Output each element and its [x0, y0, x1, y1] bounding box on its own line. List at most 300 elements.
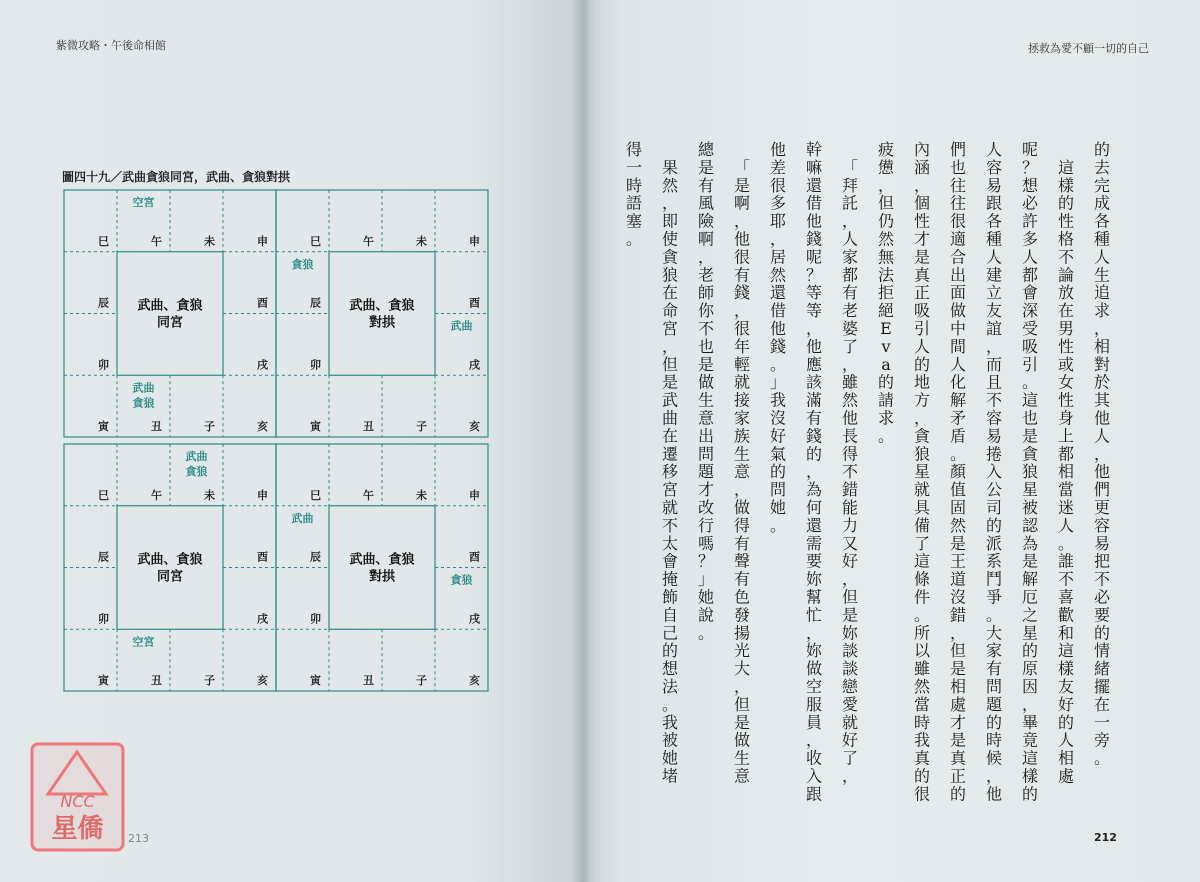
- text-column: [806, 140, 823, 803]
- text-char: 這: [1057, 157, 1075, 177]
- text-char: 「: [733, 157, 751, 177]
- text-char: 憊: [877, 157, 895, 177]
- text-char: 是: [913, 247, 931, 267]
- text-char: 說: [697, 605, 715, 625]
- text-char: 就: [733, 372, 751, 392]
- text-char: 許: [1021, 211, 1039, 231]
- text-char: 做: [805, 659, 823, 679]
- palace-label-hai: 亥: [257, 674, 268, 687]
- text-char: 生: [733, 748, 751, 768]
- text-char: 。: [661, 694, 679, 714]
- text-char: 了: [841, 748, 859, 768]
- text-char: 法: [877, 265, 895, 285]
- text-char: 一: [1093, 712, 1111, 732]
- star-label: 貪狼: [450, 573, 473, 587]
- text-char: 真: [913, 748, 931, 768]
- text-char: 候: [985, 748, 1003, 768]
- text-char: 的: [1093, 140, 1111, 159]
- text-char: 竟: [1021, 730, 1039, 750]
- text-char: 因: [1021, 677, 1039, 696]
- left-running-header: 紫微攻略・午後命相館: [56, 39, 166, 52]
- text-char: 地: [913, 372, 931, 392]
- star-label: 貪狼: [291, 257, 314, 271]
- text-char: 想: [661, 659, 679, 679]
- text-char: 生: [697, 390, 715, 410]
- text-char: 等: [805, 301, 823, 321]
- text-char: 是: [949, 659, 967, 679]
- text-char: 題: [985, 694, 1003, 714]
- text-char: 喜: [1057, 587, 1075, 607]
- text-char: 是: [1021, 426, 1039, 446]
- text-char: 還: [769, 283, 787, 303]
- text-char: 出: [949, 265, 967, 285]
- palace-label-si: 巳: [310, 488, 321, 502]
- palace-label-mao: 卯: [310, 358, 321, 372]
- palace-label-mao: 卯: [98, 612, 109, 626]
- text-char: 他: [805, 211, 823, 231]
- palace-label-yin: 寅: [310, 420, 321, 433]
- text-column: [662, 158, 679, 786]
- text-char: 他: [733, 229, 751, 249]
- text-char: 錢: [769, 336, 787, 356]
- text-char: 然: [841, 390, 859, 410]
- palace-label-wu: 午: [363, 488, 374, 502]
- text-char: 的: [913, 354, 931, 374]
- text-char: ，: [841, 766, 859, 786]
- palace-label-chou: 丑: [151, 674, 162, 687]
- text-char: ，: [913, 408, 931, 428]
- stamp-xingqiao-text: 星僑: [51, 814, 104, 844]
- text-char: 方: [913, 390, 931, 410]
- text-char: ？: [805, 265, 823, 285]
- text-char: 妳: [805, 641, 823, 661]
- text-char: 居: [769, 247, 787, 267]
- text-char: a: [881, 354, 891, 374]
- text-char: 的: [1057, 193, 1075, 213]
- text-char: 然: [877, 229, 895, 249]
- text-char: 司: [985, 498, 1003, 517]
- text-char: 時: [625, 175, 643, 195]
- palace-label-mao: 卯: [310, 612, 321, 626]
- chart-center-label: 武曲、貪狼: [137, 552, 203, 568]
- text-char: 人: [1093, 247, 1111, 267]
- palace-label-you: 酉: [257, 550, 268, 564]
- text-char: 對: [1093, 354, 1111, 374]
- text-char: 請: [877, 390, 895, 410]
- text-char: 在: [1057, 301, 1075, 321]
- text-char: 法: [661, 677, 679, 696]
- palace-label-you: 酉: [469, 550, 480, 564]
- text-char: 為: [805, 480, 823, 500]
- text-char: 收: [805, 748, 823, 768]
- text-char: 人: [1057, 730, 1075, 750]
- text-char: 但: [661, 354, 679, 374]
- text-char: ，: [661, 336, 679, 356]
- text-char: 光: [733, 641, 751, 661]
- text-char: 我: [661, 712, 679, 732]
- text-char: 狼: [1021, 462, 1039, 482]
- text-char: 錢: [733, 283, 751, 303]
- text-char: 處: [949, 694, 967, 714]
- text-char: 出: [697, 426, 715, 446]
- text-char: 當: [913, 694, 931, 714]
- text-char: 師: [697, 283, 715, 303]
- palace-label-chou: 丑: [363, 420, 374, 433]
- palace-label-wu: 午: [151, 488, 162, 502]
- text-char: 跟: [985, 193, 1003, 213]
- text-char: 做: [697, 372, 715, 392]
- text-char: 做: [733, 730, 751, 750]
- text-char: 樣: [1057, 175, 1075, 195]
- text-char: 合: [949, 247, 967, 267]
- text-char: 命: [661, 301, 679, 321]
- palace-label-zi: 子: [416, 420, 427, 433]
- text-char: 有: [697, 175, 715, 195]
- text-char: 是: [1021, 551, 1039, 571]
- text-char: 在: [661, 426, 679, 446]
- text-char: 何: [805, 498, 823, 517]
- figure-title: 圖四十九／武曲貪狼同宮，武曲、貪狼對拱: [62, 170, 291, 184]
- text-char: ，: [733, 480, 751, 500]
- text-char: 託: [841, 193, 859, 213]
- text-char: 是: [949, 730, 967, 750]
- text-char: 宮: [661, 319, 679, 338]
- text-char: 性: [1057, 211, 1075, 231]
- text-char: 錢: [805, 426, 823, 446]
- text-char: 然: [661, 175, 679, 195]
- text-char: 堵: [661, 766, 679, 786]
- text-char: 正: [949, 766, 967, 786]
- text-char: 然: [949, 515, 967, 535]
- text-char: 中: [949, 319, 967, 338]
- text-char: 啊: [733, 193, 751, 213]
- text-char: 上: [1057, 426, 1075, 446]
- text-char: 意: [733, 462, 751, 482]
- chart-center-label: 武曲、貪狼: [349, 298, 415, 314]
- text-char: 了: [913, 533, 931, 553]
- text-char: 婆: [841, 319, 859, 338]
- text-char: 入: [985, 462, 1003, 482]
- text-char: ，: [1021, 694, 1039, 714]
- text-char: 就: [841, 712, 859, 732]
- text-char: 引: [913, 319, 931, 338]
- palace-label-chen: 辰: [310, 550, 321, 564]
- text-char: 好: [769, 426, 787, 446]
- text-char: 真: [913, 265, 931, 285]
- text-char: 錢: [805, 229, 823, 249]
- left-page-number: 213: [128, 832, 149, 845]
- palace-label-yin: 寅: [98, 674, 109, 687]
- text-char: 狼: [913, 444, 931, 464]
- text-char: 嗎: [697, 533, 715, 553]
- chart-center-label: 同宮: [156, 569, 184, 585]
- text-char: 各: [1093, 211, 1111, 231]
- text-char: 愛: [841, 694, 859, 714]
- text-char: 間: [949, 336, 967, 356]
- palace-label-shen: 申: [469, 488, 480, 502]
- text-char: 仍: [877, 211, 895, 231]
- text-char: 塞: [625, 211, 643, 231]
- text-char: 他: [805, 336, 823, 356]
- text-char: 適: [949, 229, 967, 249]
- text-char: 然: [769, 265, 787, 285]
- palace-label-xu: 戌: [469, 358, 480, 372]
- text-char: 都: [1021, 265, 1039, 285]
- text-char: 容: [985, 157, 1003, 177]
- text-char: ，: [841, 569, 859, 589]
- text-char: 力: [841, 515, 859, 535]
- text-char: 險: [697, 211, 715, 231]
- text-char: 得: [733, 515, 751, 535]
- text-char: ，: [733, 677, 751, 696]
- text-char: 其: [1093, 390, 1111, 410]
- text-char: 很: [769, 175, 787, 195]
- text-char: 以: [913, 641, 931, 661]
- text-char: ，: [1093, 319, 1111, 338]
- text-char: 這: [1021, 390, 1039, 410]
- text-char: 生: [733, 444, 751, 464]
- palace-label-hai: 亥: [469, 420, 480, 433]
- palace-label-wei: 未: [416, 488, 427, 502]
- palace-label-zi: 子: [204, 674, 215, 687]
- text-char: 服: [805, 694, 823, 714]
- text-char: 都: [1057, 444, 1075, 464]
- text-char: 迷: [1057, 498, 1075, 517]
- text-char: 使: [661, 229, 679, 249]
- text-column: [914, 140, 931, 803]
- star-label: 貪狼: [185, 465, 208, 478]
- text-char: 了: [841, 336, 859, 356]
- text-char: 的: [949, 784, 967, 804]
- text-char: 的: [985, 515, 1003, 535]
- chart-center-label: 武曲、貪狼: [137, 298, 203, 314]
- text-char: 嘛: [805, 157, 823, 177]
- palace-label-chen: 辰: [98, 296, 109, 310]
- text-char: 引: [1021, 354, 1039, 374]
- text-char: 相: [1057, 462, 1075, 482]
- text-char: 家: [841, 247, 859, 267]
- text-char: 相: [949, 677, 967, 696]
- text-char: 的: [1057, 712, 1075, 732]
- text-char: 有: [733, 569, 751, 589]
- text-column: [734, 158, 751, 786]
- text-column: [1022, 140, 1039, 803]
- text-char: 情: [1093, 641, 1111, 661]
- text-char: 求: [877, 408, 895, 428]
- text-char: 。: [949, 444, 967, 464]
- text-char: ，: [805, 623, 823, 643]
- text-char: 。: [625, 229, 643, 249]
- text-char: 人: [985, 247, 1003, 267]
- text-char: 他: [841, 408, 859, 428]
- text-char: 件: [913, 587, 931, 607]
- chart-center-label: 同宮: [156, 315, 184, 331]
- text-char: 氣: [769, 444, 787, 464]
- text-char: ，: [733, 301, 751, 321]
- text-char: 正: [913, 283, 931, 303]
- text-char: 解: [949, 390, 967, 410]
- text-char: 」: [697, 569, 715, 589]
- text-char: 深: [1021, 301, 1039, 321]
- text-char: 很: [913, 784, 931, 804]
- text-char: 得: [841, 444, 859, 464]
- text-char: 員: [805, 712, 823, 732]
- text-column: [842, 158, 859, 786]
- text-char: 都: [841, 265, 859, 285]
- palace-label-mao: 卯: [98, 358, 109, 372]
- text-char: E: [880, 319, 892, 338]
- text-char: ，: [841, 354, 859, 374]
- palace-label-si: 巳: [98, 234, 109, 248]
- text-char: 容: [985, 408, 1003, 428]
- text-char: 掩: [661, 569, 679, 589]
- text-column: [878, 140, 895, 445]
- text-char: 很: [733, 247, 751, 267]
- text-char: 。: [1021, 372, 1039, 392]
- text-char: 樣: [1021, 766, 1039, 786]
- text-char: 和: [1057, 623, 1075, 643]
- text-char: 幹: [805, 140, 823, 159]
- text-char: 是: [697, 354, 715, 374]
- text-char: 在: [661, 283, 679, 303]
- text-char: 人: [913, 336, 931, 356]
- text-char: 遷: [661, 444, 679, 464]
- text-char: ，: [985, 766, 1003, 786]
- text-char: 錯: [949, 605, 967, 625]
- text-char: 樣: [1057, 659, 1075, 679]
- text-char: 星: [1021, 623, 1039, 643]
- text-char: 也: [1021, 408, 1039, 428]
- text-char: 談: [841, 659, 859, 679]
- text-char: 還: [805, 175, 823, 195]
- text-char: 化: [949, 372, 967, 392]
- text-char: 受: [1021, 319, 1039, 338]
- text-char: 他: [769, 140, 787, 159]
- text-char: 。: [1093, 748, 1111, 768]
- text-char: 人: [1057, 515, 1075, 535]
- text-char: 是: [733, 175, 751, 195]
- text-char: 吸: [1021, 336, 1039, 356]
- palace-label-chou: 丑: [151, 420, 162, 433]
- text-char: 但: [877, 193, 895, 213]
- text-char: 改: [697, 498, 715, 517]
- text-char: 真: [949, 748, 967, 768]
- text-char: 的: [805, 444, 823, 464]
- star-label: 武曲: [185, 450, 208, 463]
- chart-center-label: 對拱: [368, 315, 396, 331]
- text-char: 在: [1093, 694, 1111, 714]
- text-char: 性: [1057, 336, 1075, 356]
- text-char: 會: [661, 551, 679, 571]
- palace-label-wei: 未: [204, 234, 215, 248]
- text-char: 這: [913, 551, 931, 571]
- text-char: 也: [949, 157, 967, 177]
- text-char: 很: [949, 211, 967, 231]
- text-char: 呢: [1021, 140, 1039, 159]
- text-char: 的: [877, 372, 895, 392]
- text-char: 家: [985, 641, 1003, 661]
- text-column: [1058, 158, 1074, 786]
- text-char: ？: [697, 551, 715, 571]
- text-char: 老: [841, 301, 859, 321]
- text-char: 星: [913, 462, 931, 482]
- text-char: 矛: [949, 408, 967, 428]
- text-char: 家: [733, 408, 751, 428]
- text-char: 他: [1093, 462, 1111, 482]
- text-char: 沒: [949, 587, 967, 607]
- text-char: 長: [841, 426, 859, 446]
- palace-label-wei: 未: [204, 488, 215, 502]
- text-char: 完: [1093, 175, 1111, 195]
- text-char: ，: [805, 462, 823, 482]
- text-char: 得: [625, 140, 643, 159]
- palace-label-you: 酉: [257, 296, 268, 310]
- text-char: 放: [1057, 283, 1075, 303]
- text-column: [626, 140, 642, 249]
- text-char: 性: [913, 211, 931, 231]
- text-char: 還: [805, 515, 823, 535]
- text-char: 她: [769, 498, 787, 517]
- text-char: 我: [769, 390, 787, 410]
- text-char: 多: [1021, 229, 1039, 249]
- text-column: [986, 140, 1003, 803]
- text-char: 就: [661, 498, 679, 517]
- text-char: 入: [805, 766, 823, 786]
- text-char: 把: [1093, 551, 1111, 571]
- palace-label-yin: 寅: [98, 420, 109, 433]
- text-char: 大: [985, 623, 1003, 643]
- text-char: 借: [769, 301, 787, 321]
- palace-label-wu: 午: [363, 234, 374, 248]
- text-char: 太: [661, 533, 679, 553]
- text-char: 原: [1021, 659, 1039, 679]
- text-char: 。: [913, 605, 931, 625]
- text-char: 就: [913, 480, 931, 500]
- text-char: 種: [1093, 229, 1111, 249]
- text-char: 們: [1093, 480, 1111, 500]
- text-char: 。: [769, 354, 787, 374]
- text-char: 易: [1093, 533, 1111, 553]
- text-char: 族: [733, 426, 751, 446]
- text-char: 想: [1021, 175, 1039, 195]
- text-char: 貪: [1021, 444, 1039, 464]
- text-char: 建: [985, 265, 1003, 285]
- text-char: 不: [697, 319, 715, 338]
- text-char: 有: [733, 265, 751, 285]
- text-char: 必: [1021, 193, 1039, 213]
- text-char: 必: [1093, 587, 1111, 607]
- text-char: 我: [913, 730, 931, 750]
- text-char: ，: [805, 730, 823, 750]
- text-char: 「: [841, 157, 859, 177]
- text-char: 且: [985, 372, 1003, 392]
- text-char: 身: [1057, 408, 1075, 428]
- text-char: 系: [985, 551, 1003, 571]
- text-char: 相: [1093, 336, 1111, 356]
- text-char: 意: [733, 766, 751, 786]
- text-char: ，: [949, 623, 967, 643]
- star-label: 武曲: [291, 511, 314, 525]
- text-char: 有: [841, 283, 859, 303]
- text-char: 而: [985, 354, 1003, 374]
- text-char: 移: [661, 462, 679, 482]
- text-char: 會: [1021, 283, 1039, 303]
- palace-label-zi: 子: [416, 674, 427, 687]
- text-char: 他: [769, 319, 787, 338]
- text-char: 貪: [661, 247, 679, 267]
- text-char: 不: [985, 390, 1003, 410]
- text-char: 又: [841, 533, 859, 553]
